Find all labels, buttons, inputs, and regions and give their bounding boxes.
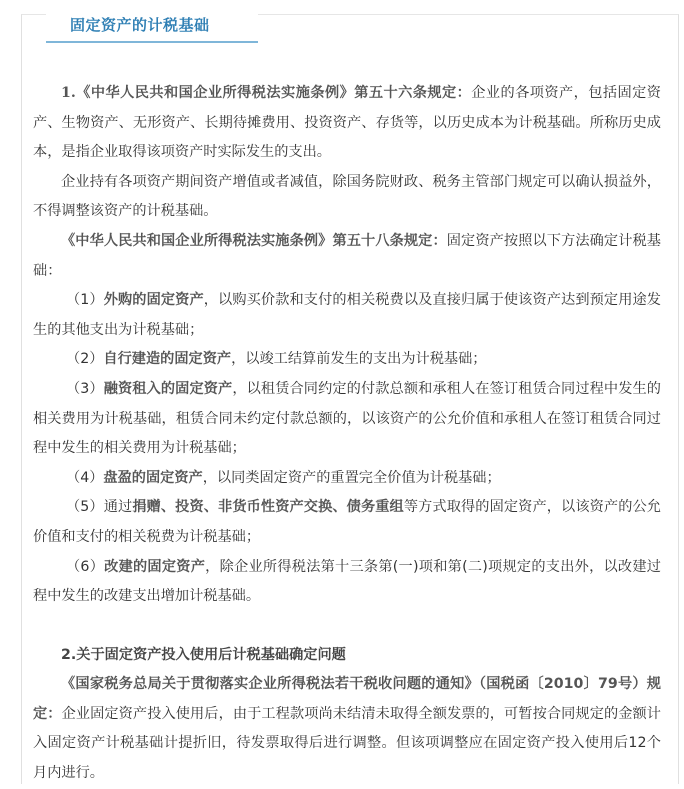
list-item [33,375,661,464]
law-reference: 《中华人民共和国企业所得税法实施条例》第五十六条规定： [75,85,472,101]
item-term: 捐赠、投资、非货币性资产交换、债务重组 [132,499,404,516]
item-term: 自行建造的固定资产 [103,351,232,368]
item-number: （6） [66,558,105,575]
item-prefix: 通过 [103,499,133,516]
paragraph-text: 企业的各项资产，包括固定资产、生物资产、无形资产、长期待摊费用、投资资产、存货等，以历史成本为计税基础。所称历史成本，是指企业取得该项资产时实际发生的支出。 [33,85,661,161]
article-body [33,79,661,789]
item-text: ，以竣工结算前发生的支出为计税基础； [231,351,487,368]
item-text: 等方式取得的固定资产，以该资产的公允价值和支付的相关税费为计税基础； [33,499,661,545]
item-term: 改建的固定资产 [104,558,206,575]
paragraph-text: 固定资产按照以下方法确定计税基础： [33,232,661,279]
section-heading: 2.关于固定资产投入使用后计税基础确定问题 [61,646,346,663]
item-text: ，除企业所得税法第十三条第(一)项和第(二)项规定的支出外，以改建过程中发生的改建支出增加计税基础。 [33,558,661,605]
item-term: 融资租入的固定资产 [103,380,233,397]
section-title: 固定资产的计税基础 [70,16,210,34]
law-reference: 《中华人民共和国企业所得税法实施条例》第五十八条规定： [61,232,447,249]
section-spacer [33,612,661,641]
item-number: （3） [66,380,104,397]
section-number: 1. [61,85,76,101]
paragraph-valuation: 企业持有各项资产期间资产增值或者减值，除国务院财政、税务主管部门规定可以确认损益外，不得调整该资产的计税基础。 [33,173,661,220]
list-item [33,493,661,552]
paragraph-text: 企业固定资产投入使用后，由于工程款项尚未结清未取得全额发票的，可暂按合同规定的金额计入固定资产计税基础计提折旧，待发票取得后进行调整。但该项调整应在固定资产投入使用后12个月内进行。 [33,705,661,782]
item-number: （2） [66,351,104,368]
paragraph-56 [33,79,661,168]
paragraph-58 [33,227,661,286]
list-item [33,553,661,612]
list-item [33,345,661,375]
item-term: 盘盈的固定资产 [103,469,203,486]
list-item [33,464,661,494]
paragraph-notice [33,670,661,788]
item-text: ，以租赁合同约定的付款总额和承租人在签订租赁合同过程中发生的相关费用为计税基础，租赁合同未约定付款总额的，以该资产的公允价值和承租人在签订租赁合同过程中发生的相关费用为计税基础； [33,380,661,457]
item-text: ，以购买价款和支付的相关税费以及直接归属于使该资产达到预定用途发生的其他支出为计税基础； [33,292,661,338]
item-number: （4） [66,469,104,486]
item-number: （5） [66,499,104,516]
item-text: ，以同类固定资产的重置完全价值为计税基础； [202,469,501,486]
item-term: 外购的固定资产 [103,292,204,309]
law-reference: 《国家税务总局关于贯彻落实企业所得税法若干税收问题的通知》（国税函〔2010〕79号）规定： [33,676,661,722]
item-number: （1） [66,292,104,309]
list-item [33,286,661,345]
